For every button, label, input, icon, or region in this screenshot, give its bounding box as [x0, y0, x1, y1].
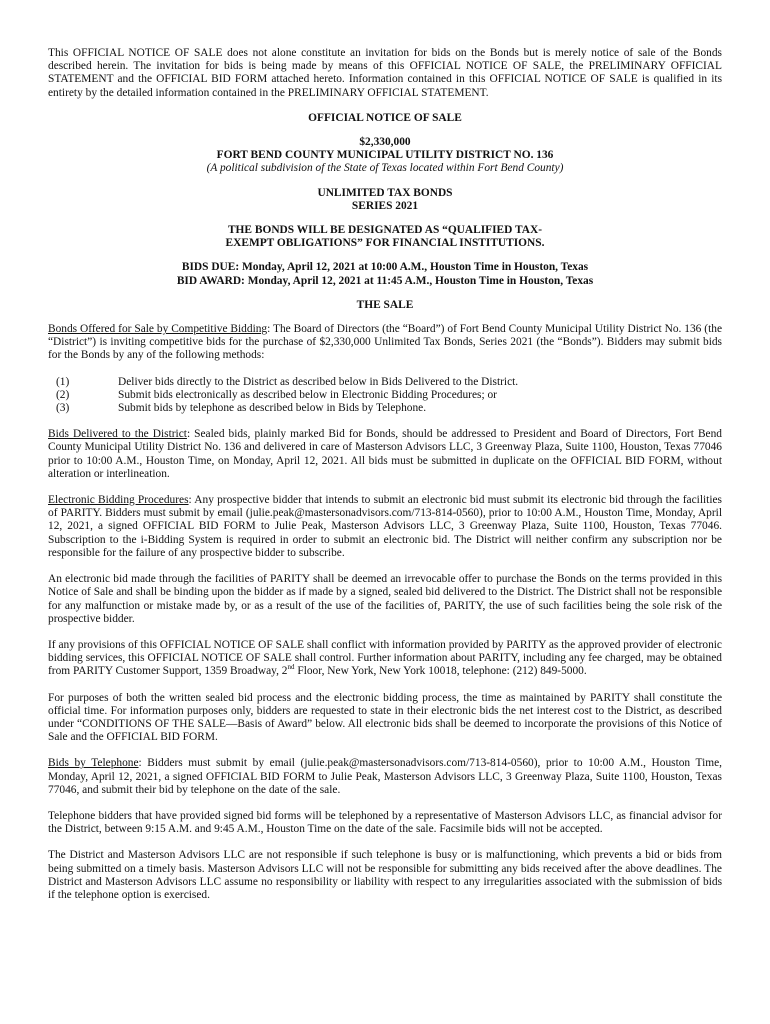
bids-due: BIDS DUE: Monday, April 12, 2021 at 10:00 A.M., Houston Time in Houston, Texas [181, 261, 589, 274]
official-time-paragraph: For purposes of both the written sealed bid process and the electronic bidding process, the time as maintained by PARITY shall constitute the official time. For information purposes only, bidders are requested to state in their electronic bids the net interest cost to the District, as described under “CONDITIONS OF THE SALE—Basis of Award” below. All electronic bids shall be deemed to incorporate the provisions of this Notice of Sale and the OFFICIAL BID FORM. [48, 691, 722, 744]
list-item [56, 389, 722, 402]
telephone-timing-paragraph: Telephone bidders that have provided signed bid forms will be telephoned by a representative of Masterson Advisors LLC, as financial advisor for the District, between 9:15 A.M. and 9:45 A.M., Houston Time on the date of the sale. Facsimile bids will not be accepted. [48, 809, 722, 836]
responsibility-paragraph: The District and Masterson Advisors LLC are not responsible if such telephone is busy or is malfunctioning, which prevents a bid or bids from being submitted on a timely basis. Masterson Advisors LLC will not be responsible for submitting any bids received after the above deadlines. The District and Masterson Advisors LLC assume no responsibility or liability with respect to any irregularities associated with the submission of bids if the telephone option is exercised. [48, 849, 722, 901]
parity-offer-paragraph: An electronic bid made through the facilities of PARITY shall be deemed an irrevocable offer to purchase the Bonds on the terms provided in this Notice of Sale and shall be binding upon the bidder as if made by a signed, sealed bid delivered to the District. The District shall not be responsible for any malfunction or mistake made by, or as a result of the use of the facilities of, PARITY, the use of such facilities being the sole risk of the prospective bidder. [48, 573, 722, 625]
bids-delivered-label: Bids Delivered to the District [48, 428, 187, 441]
list-item-number: (2) [56, 388, 70, 401]
list-item [56, 402, 722, 415]
competitive-bidding-paragraph [48, 323, 722, 363]
bid-methods-list [48, 376, 722, 416]
list-item-text: Submit bids by telephone as described below in Bids by Telephone. [118, 402, 427, 415]
bond-type: UNLIMITED TAX BONDS [317, 186, 453, 199]
ordinal-suffix: nd [287, 663, 295, 672]
electronic-bidding-label: Electronic Bidding Procedures [48, 494, 189, 507]
intro-paragraph: This OFFICIAL NOTICE OF SALE does not alone constitute an invitation for bids on the Bonds but is merely notice of sale of the Bonds described herein. The invitation for bids is being made by means of this OFFICIAL NOTICE OF SALE, the PRELIMINARY OFFICIAL STATEMENT and the OFFICIAL BID FORM attached hereto. Information contained in this OFFICIAL NOTICE OF SALE is qualified in its entirety by the detailed information contained in the PRELIMINARY OFFICIAL STATEMENT. [48, 47, 722, 99]
list-item-number: (3) [56, 402, 70, 415]
bond-series: SERIES 2021 [351, 199, 419, 212]
parity-conflict-text: If any provisions of this OFFICIAL NOTICE OF SALE shall conflict with information provided by PARITY as the approved provider of electronic bidding services, this OFFICIAL NOTICE OF SALE shall control. Further information about PARITY, including any fee charged, may be obtained from PARITY Customer Support, 1359 Broadway, 2 [48, 638, 722, 678]
section-title-the-sale: THE SALE [356, 298, 414, 311]
competitive-bidding-label: Bonds Offered for Sale by Competitive Bidding [48, 323, 268, 336]
notice-title: OFFICIAL NOTICE OF SALE [308, 111, 462, 124]
bid-award: BID AWARD: Monday, April 12, 2021 at 11:45 A.M., Houston Time in Houston, Texas [176, 274, 594, 287]
bids-delivered-paragraph [48, 428, 722, 481]
electronic-bidding-paragraph [48, 494, 722, 560]
list-item-text: Submit bids electronically as described below in Electronic Bidding Procedures; or [118, 388, 497, 401]
bids-by-telephone-text: : Bidders must submit by email (julie.peak@mastersonadvisors.com/713-814-0560), prior to 10:00 A.M., Houston Time, Monday, April 12, 2021, a signed OFFICIAL BID FORM to Julie Peak, Masterson Advisors LLC, 3 Greenway Plaza, Suite 1100, Houston, Texas 77046, and submit their bid by telephone on the date of the sale. [48, 757, 722, 796]
parity-conflict-paragraph [48, 639, 722, 679]
list-item-text: Deliver bids directly to the District as described below in Bids Delivered to the District. [118, 375, 519, 388]
designation-line-1: THE BONDS WILL BE DESIGNATED AS “QUALIFIED TAX- [227, 224, 543, 237]
list-item-number: (1) [56, 375, 70, 388]
issuer-name: FORT BEND COUNTY MUNICIPAL UTILITY DISTRICT NO. 136 [216, 149, 554, 162]
electronic-bidding-text: : Any prospective bidder that intends to submit an electronic bid must submit its electronic bid through the facilities of PARITY. Bidders must submit by email (julie.peak@mastersonadvisors.com/713-814-0560), prior to 10:00 A.M., Houston Time, Monday, April 12, 2021, a signed OFFICIAL BID FORM to Julie Peak, Masterson Advisors LLC, 3 Greenway Plaza, Suite 1100, Houston, Texas 77046. Subscription to the i-Bidding System is required in order to submit an electronic bid. The District will neither confirm any subscription nor be responsible for the failure of any prospective bidder to subscribe. [48, 494, 722, 559]
list-item [56, 376, 722, 389]
issuer-subtitle: (A political subdivision of the State of Texas located within Fort Bend County) [206, 162, 564, 175]
bids-by-telephone-label: Bids by Telephone [48, 757, 139, 770]
competitive-bidding-text: : The Board of Directors (the “Board”) of Fort Bend County Municipal Utility District No. 136 (the “District”) is inviting competitive bids for the purchase of $2,330,000 Unlimited Tax Bonds, Series 2021 (the “Bonds”). Bidders may submit bids for the Bonds by any of the following methods: [48, 323, 722, 362]
parity-conflict-text-end: Floor, New York, New York 10018, telephone: (212) 849-5000. [294, 665, 587, 678]
bond-amount: $2,330,000 [359, 136, 411, 149]
bids-delivered-text: : Sealed bids, plainly marked Bid for Bonds, should be addressed to President and Board of Directors, Fort Bend County Municipal Utility District No. 136 and delivered in care of Masterson Advisors LLC, 3 Greenway Plaza, Suite 1100, Houston, Texas 77046 prior to 10:00 A.M., Houston Time, on Monday, April 12, 2021. All bids must be submitted in duplicate on the OFFICIAL BID FORM, without alteration or interlineation. [48, 428, 722, 480]
bids-by-telephone-paragraph [48, 757, 722, 797]
designation-line-2: EXEMPT OBLIGATIONS” FOR FINANCIAL INSTITUTIONS. [225, 237, 545, 250]
